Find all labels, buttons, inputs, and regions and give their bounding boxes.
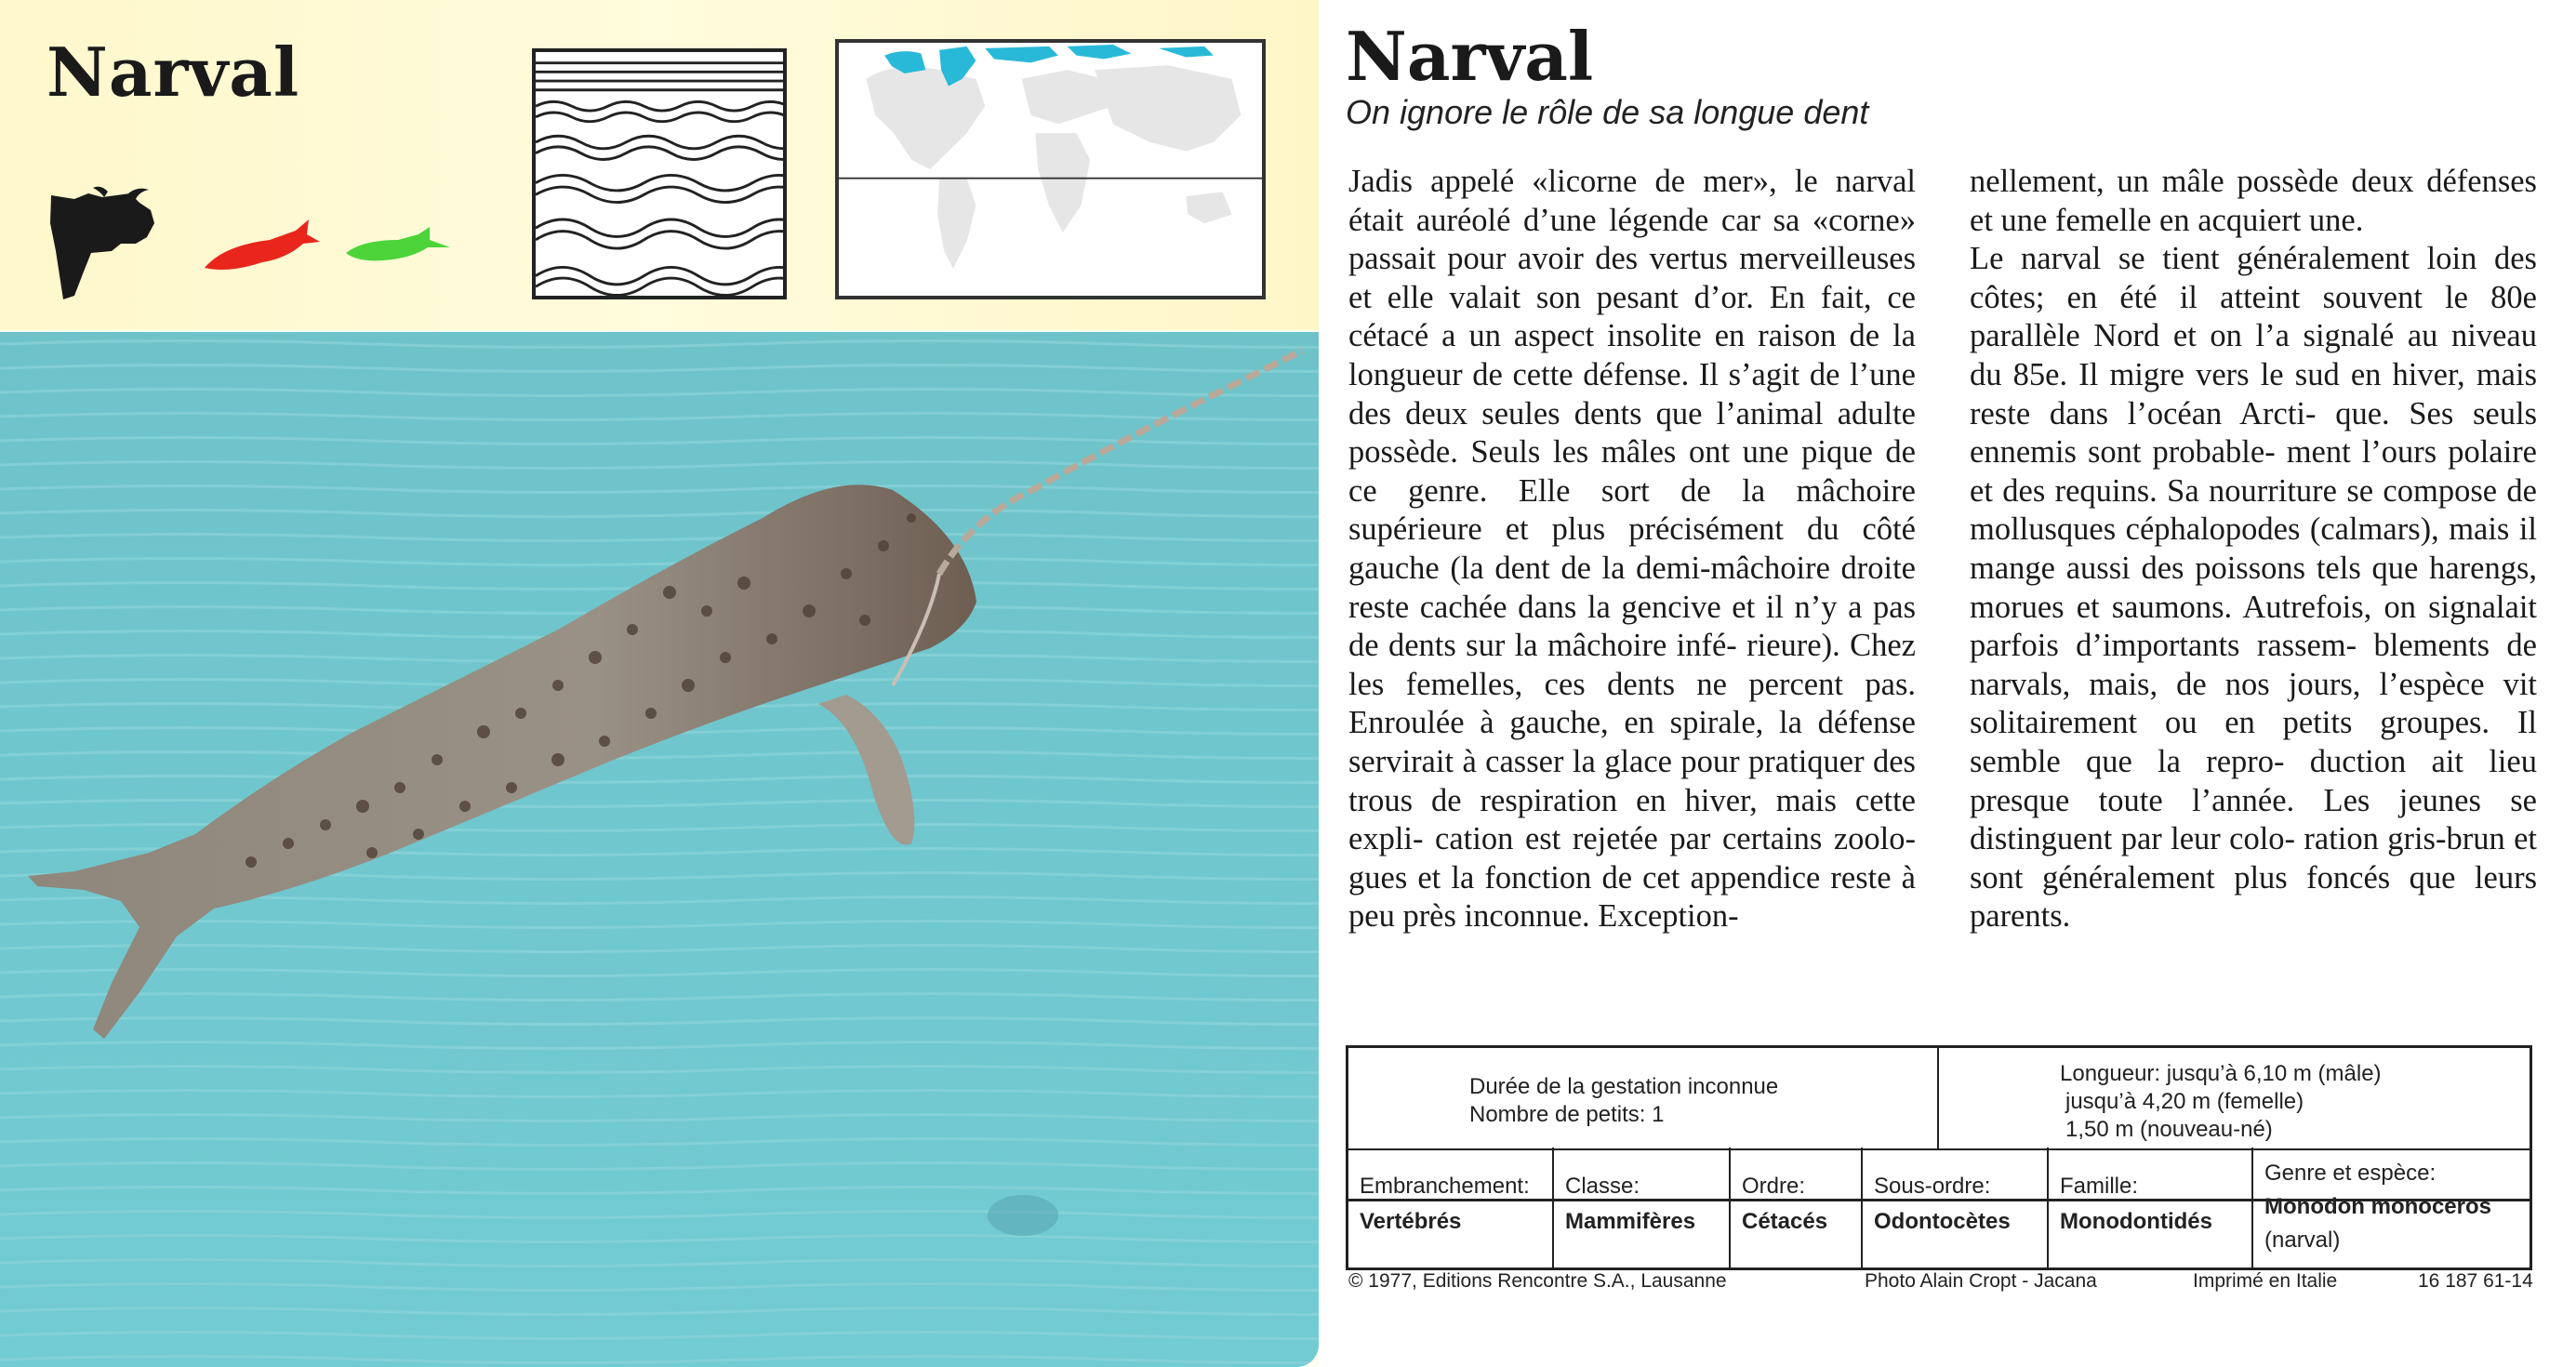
taxonomy-cell-species: Genre et espèce: Monodon monoceros (narval) xyxy=(2253,1148,2532,1270)
taxonomy-cell-phylum: Embranchement: Vertébrés xyxy=(1346,1148,1554,1270)
taxonomy-cell-class: Classe: Mammifères xyxy=(1554,1148,1731,1270)
length-male: Longueur: jusqu’à 6,10 m (mâle) xyxy=(2060,1061,2382,1086)
litter-size-text: Nombre de petits: 1 xyxy=(1469,1102,1665,1127)
narwhal-photo xyxy=(0,332,1319,1367)
article-subtitle: On ignore le rôle de sa longue dent xyxy=(1346,93,1869,131)
taxonomy-cell-suborder: Sous-ordre: Odontocètes xyxy=(1863,1148,2049,1270)
category-icons xyxy=(46,186,465,307)
card-code: 16 187 61-14 xyxy=(2418,1270,2533,1292)
article-title: Narval xyxy=(1346,17,1594,96)
length-newborn: 1,50 m (nouveau-né) xyxy=(2065,1117,2273,1142)
ocean-habitat-icon xyxy=(532,48,787,299)
paragraph: nellement, un mâle possède deux défenses et une femelle en acquiert une. xyxy=(1970,164,2537,238)
photo-credit: Photo Alain Cropt - Jacana xyxy=(1865,1270,2097,1292)
distribution-map xyxy=(835,39,1266,299)
length-female: jusqu’à 4,20 m (femelle) xyxy=(2065,1089,2304,1114)
green-fish-icon xyxy=(346,227,450,260)
card-title: Narval xyxy=(46,33,300,112)
red-fish-icon xyxy=(205,219,320,270)
paragraph: Le narval se tient généralement loin des côtes; en été il atteint souvent le 80e parallèle Nord et on l’a signalé au niveau du 85e. Il migre vers le sud en hiver, mais reste dans l’océan Arcti- que. Ses seuls ennemis sont probable- ment l’ours polaire et des requins. Sa nourriture se compose de mollusques céphalopodes (calmars), mais il mange aussi des poissons tels que harengs, morues et saumons. Autrefois, on signalait parfois d’importants rassem- blements de narvals, mais, de nos jours, l’espèce vit solitairement ou en petits groupes. Il semble que la repro- duction ait lieu presque toute l’année. Les jeunes se distinguent par leur colo- ration gris-brun et sont généralement plus foncés que leurs parents. xyxy=(1970,241,2537,935)
text-column-1 xyxy=(1348,163,1916,936)
copyright-text: © 1977, Editions Rencontre S.A., Lausanne xyxy=(1348,1270,1727,1292)
reproduction-box xyxy=(1348,1048,1939,1150)
gestation-text: Durée de la gestation inconnue xyxy=(1469,1074,1779,1099)
paragraph: Jadis appelé «licorne de mer», le narval était auréolé d’une légende car sa «corne» passait pour avoir des vertus merveilleuses et elle valait son pesant d’or. En fait, ce cétacé a un aspect insolite en raison de la longueur de cette défense. Il s’agit de l’une des deux seules dents que l’animal adulte possède. Seuls les mâles ont une pique de ce genre. Elle sort de la mâchoire supérieure et plus précisément du côté gauche (la dent de la demi-mâchoire droite reste cachée dans la gencive et il n’y a pas de dents sur la mâchoire infé- rieure). Chez les femelles, ces dents ne percent pas. Enroulée à gauche, en spirale, la défense servirait à casser la glace pour pratiquer des trous de respiration en hiver, mais cette expli- cation est rejetée par certains zoolo- gues et la fonction de cet appendice reste à peu près inconnue. Exception- xyxy=(1348,164,1916,935)
taxonomy-cell-family: Famille: Monodontidés xyxy=(2049,1148,2253,1270)
print-origin: Imprimé en Italie xyxy=(2193,1270,2338,1292)
bull-silhouette-icon xyxy=(50,187,154,299)
size-box xyxy=(1939,1048,2530,1150)
text-column-2 xyxy=(1970,163,2537,936)
taxonomy-cell-order: Ordre: Cétacés xyxy=(1731,1148,1863,1270)
